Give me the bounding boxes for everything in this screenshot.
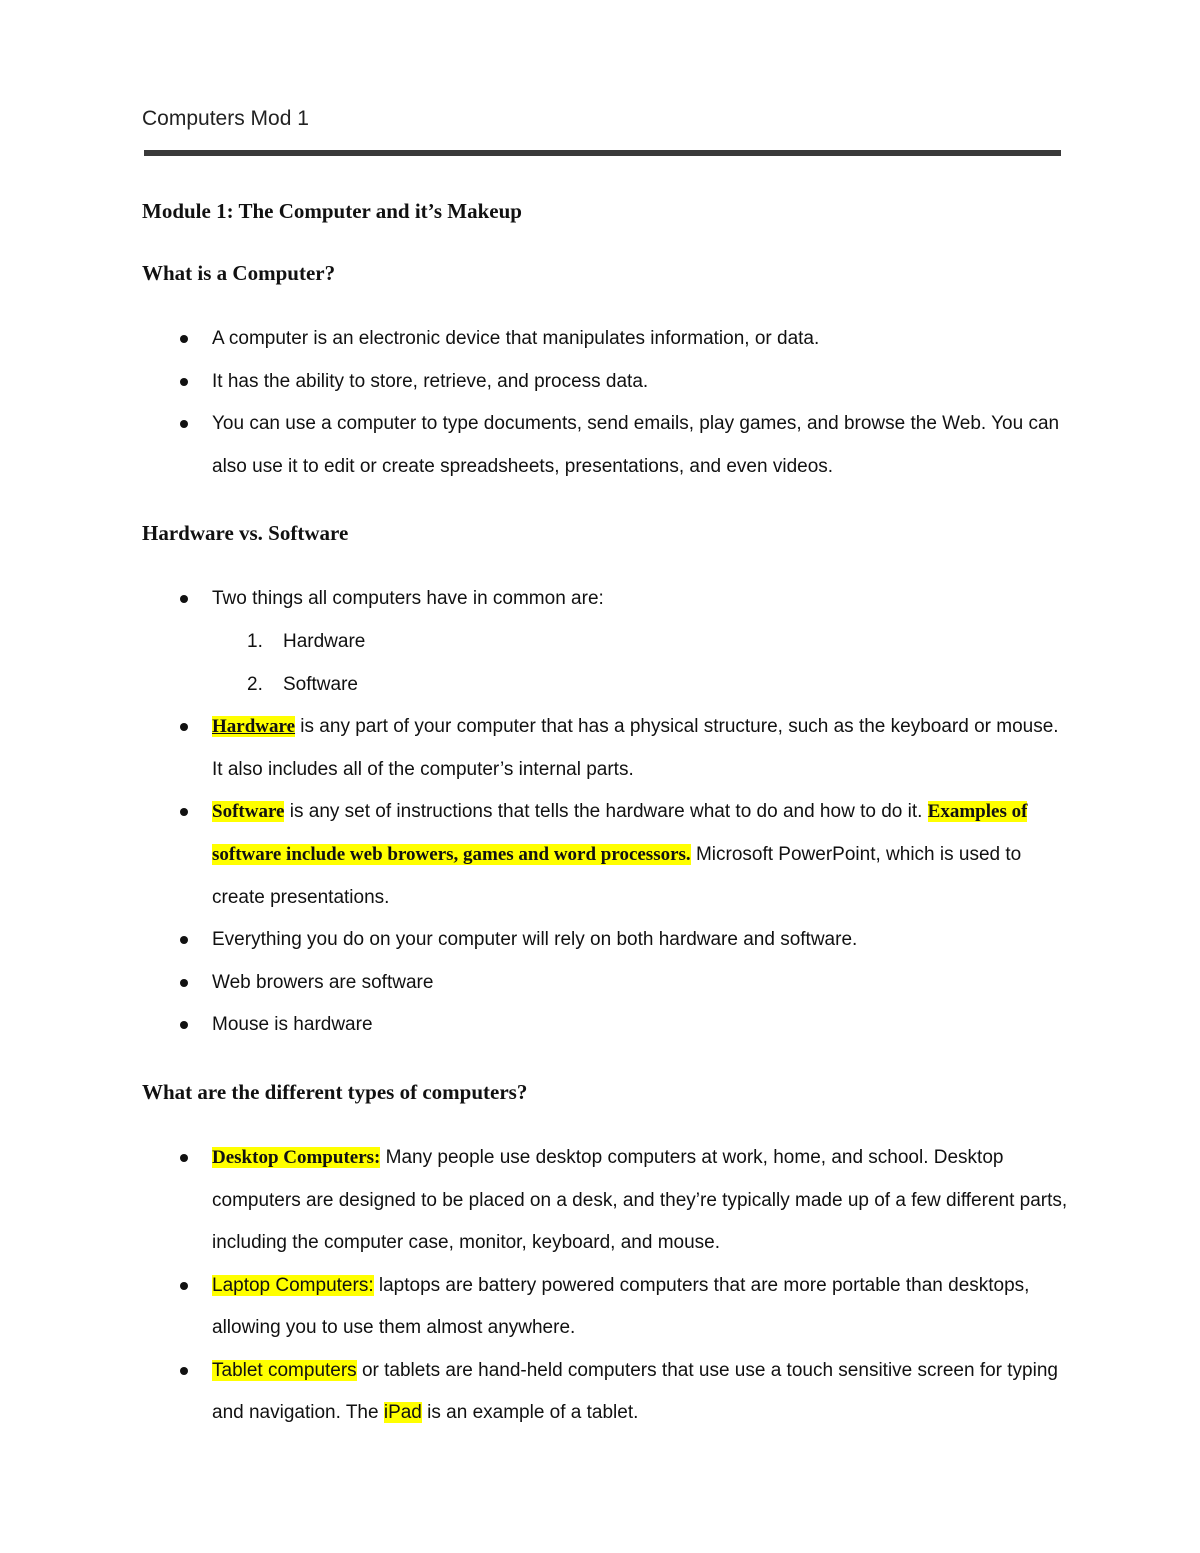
list-item <box>142 1350 1072 1435</box>
laptop-term: Laptop Computers: <box>212 1274 374 1296</box>
list-item <box>142 706 1072 791</box>
software-definition: is any set of instructions that tells the hardware what to do and how to do it. <box>284 801 928 823</box>
list-item <box>142 1265 1072 1350</box>
software-term: Software <box>212 801 285 823</box>
numbered-item-hardware <box>212 621 1072 664</box>
header-rule <box>144 150 1061 156</box>
laptop-description: laptops are battery powered computers that are more portable than desktops, allowing you to use them almost anywhere. <box>212 1274 1030 1339</box>
list-item <box>142 791 1072 919</box>
list-item: Web browers are software <box>142 962 1072 1005</box>
what-is-computer-list <box>142 318 1072 488</box>
list-item <box>142 1137 1072 1265</box>
document-body <box>142 194 1072 1463</box>
list-item: It has the ability to store, retrieve, and process data. <box>142 361 1072 404</box>
item-number: 1. <box>247 630 263 652</box>
tablet-description: or tablets are hand-held computers that use use a touch sensitive screen for typing and navigation. The <box>212 1359 1058 1424</box>
tablet-term: Tablet computers <box>212 1359 357 1381</box>
software-examples: Examples of software include web browers, games and word processors. <box>212 801 1028 865</box>
page-header-title: Computers Mod 1 <box>142 107 309 130</box>
list-item: Mouse is hardware <box>142 1004 1072 1047</box>
module-title: Module 1: The Computer and it’s Makeup <box>142 199 522 223</box>
list-item <box>142 578 1072 706</box>
list-item: You can use a computer to type documents, send emails, play games, and browse the Web. You can also use it to edit or create spreadsheets, presentations, and even videos. <box>142 403 1072 488</box>
hardware-software-list <box>142 578 1072 1047</box>
desktop-description: Many people use desktop computers at work, home, and school. Desktop computers are designed to be placed on a desk, and they’re typically made up of a few different parts, including the computer case, monitor, keyboard, and mouse. <box>212 1146 1068 1254</box>
list-item: Everything you do on your computer will rely on both hardware and software. <box>142 919 1072 962</box>
common-things-numbered-list <box>212 621 1072 706</box>
item-label: Hardware <box>283 630 366 652</box>
ipad-term: iPad <box>383 1402 422 1424</box>
hardware-term: Hardware <box>212 716 296 738</box>
types-of-computers-list <box>142 1137 1072 1435</box>
item-number: 2. <box>247 673 263 695</box>
hardware-definition: is any part of your computer that has a physical structure, such as the keyboard or mouse. It also includes all of the computer’s internal parts. <box>212 716 1059 780</box>
numbered-item-software <box>212 664 1072 707</box>
tablet-tail: is an example of a tablet. <box>421 1402 639 1424</box>
section-heading-types-of-computers: What are the different types of computers? <box>142 1079 528 1104</box>
software-tail: Microsoft PowerPoint, which is used to create presentations. <box>212 843 1022 908</box>
list-item: A computer is an electronic device that manipulates information, or data. <box>142 318 1072 361</box>
item-label: Software <box>283 673 358 695</box>
section-heading-what-is-computer: What is a Computer? <box>142 261 336 285</box>
section-heading-hardware-vs-software: Hardware vs. Software <box>142 521 349 546</box>
desktop-term: Desktop Computers: <box>212 1146 381 1168</box>
common-intro-text: Two things all computers have in common are: <box>212 588 604 610</box>
